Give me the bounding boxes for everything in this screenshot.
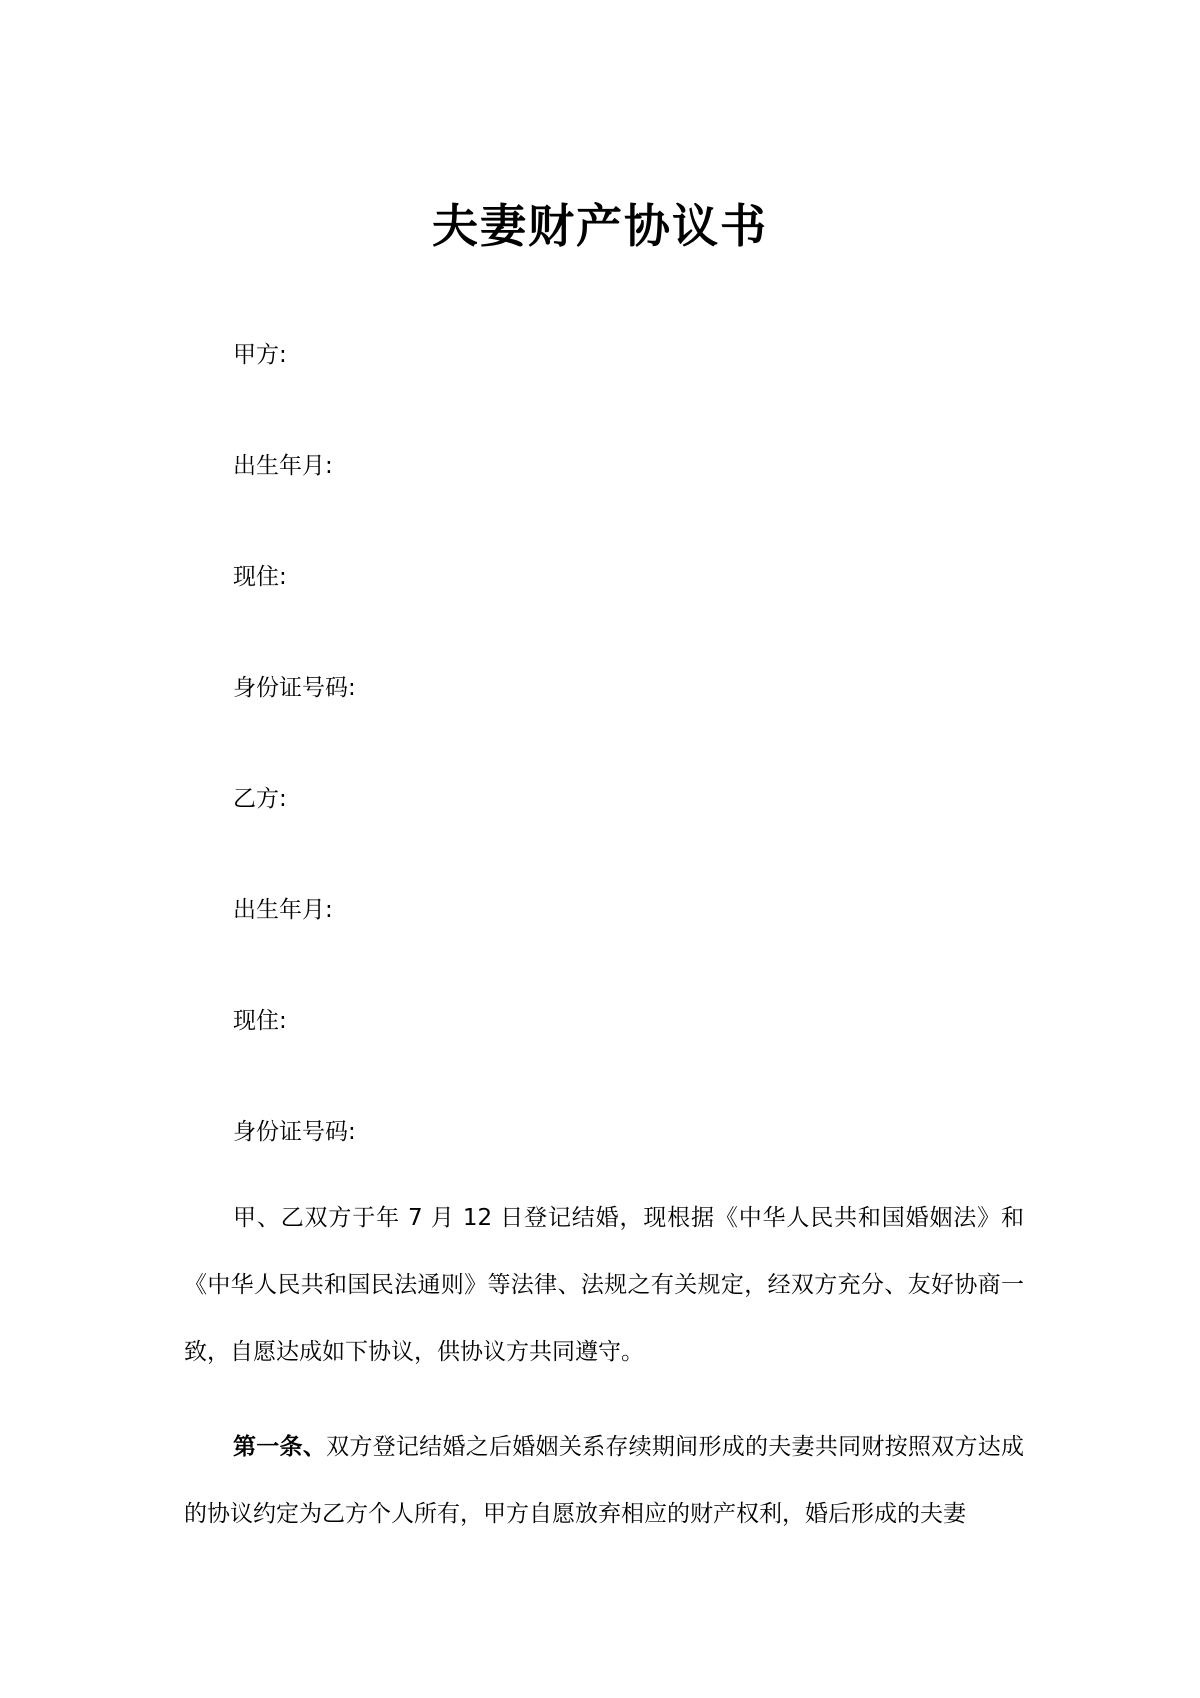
article-1-text: 双方登记结婚之后婚姻关系存续期间形成的夫妻共同财按照双方达成的协议约定为乙方个人所有，甲方自愿放弃相应的财产权利，婚后形成的夫妻 <box>184 1434 1025 1527</box>
party-a-id-label: 身份证号码: <box>233 675 356 701</box>
party-a-address-label: 现住: <box>233 564 287 590</box>
party-a-label: 甲方: <box>233 342 287 368</box>
preamble-paragraph: 甲、乙双方于年 7 月 12 日登记结婚，现根据《中华人民共和国婚姻法》和《中华人民共和国民法通则》等法律、法规之有关规定，经双方充分、友好协商一致，自愿达成如下协议，供协议方共同遵守。 <box>184 1205 1024 1365</box>
document-title: 夫妻财产协议书 <box>432 199 768 253</box>
article-1-paragraph <box>184 1414 1024 1548</box>
party-b-address-label: 现住: <box>233 1008 287 1034</box>
party-b-label: 乙方: <box>233 786 287 812</box>
party-b-id-label: 身份证号码: <box>233 1119 356 1145</box>
party-b-birth-label: 出生年月: <box>233 897 333 923</box>
party-a-birth-label: 出生年月: <box>233 453 333 479</box>
article-1-heading: 第一条、 <box>233 1434 327 1460</box>
